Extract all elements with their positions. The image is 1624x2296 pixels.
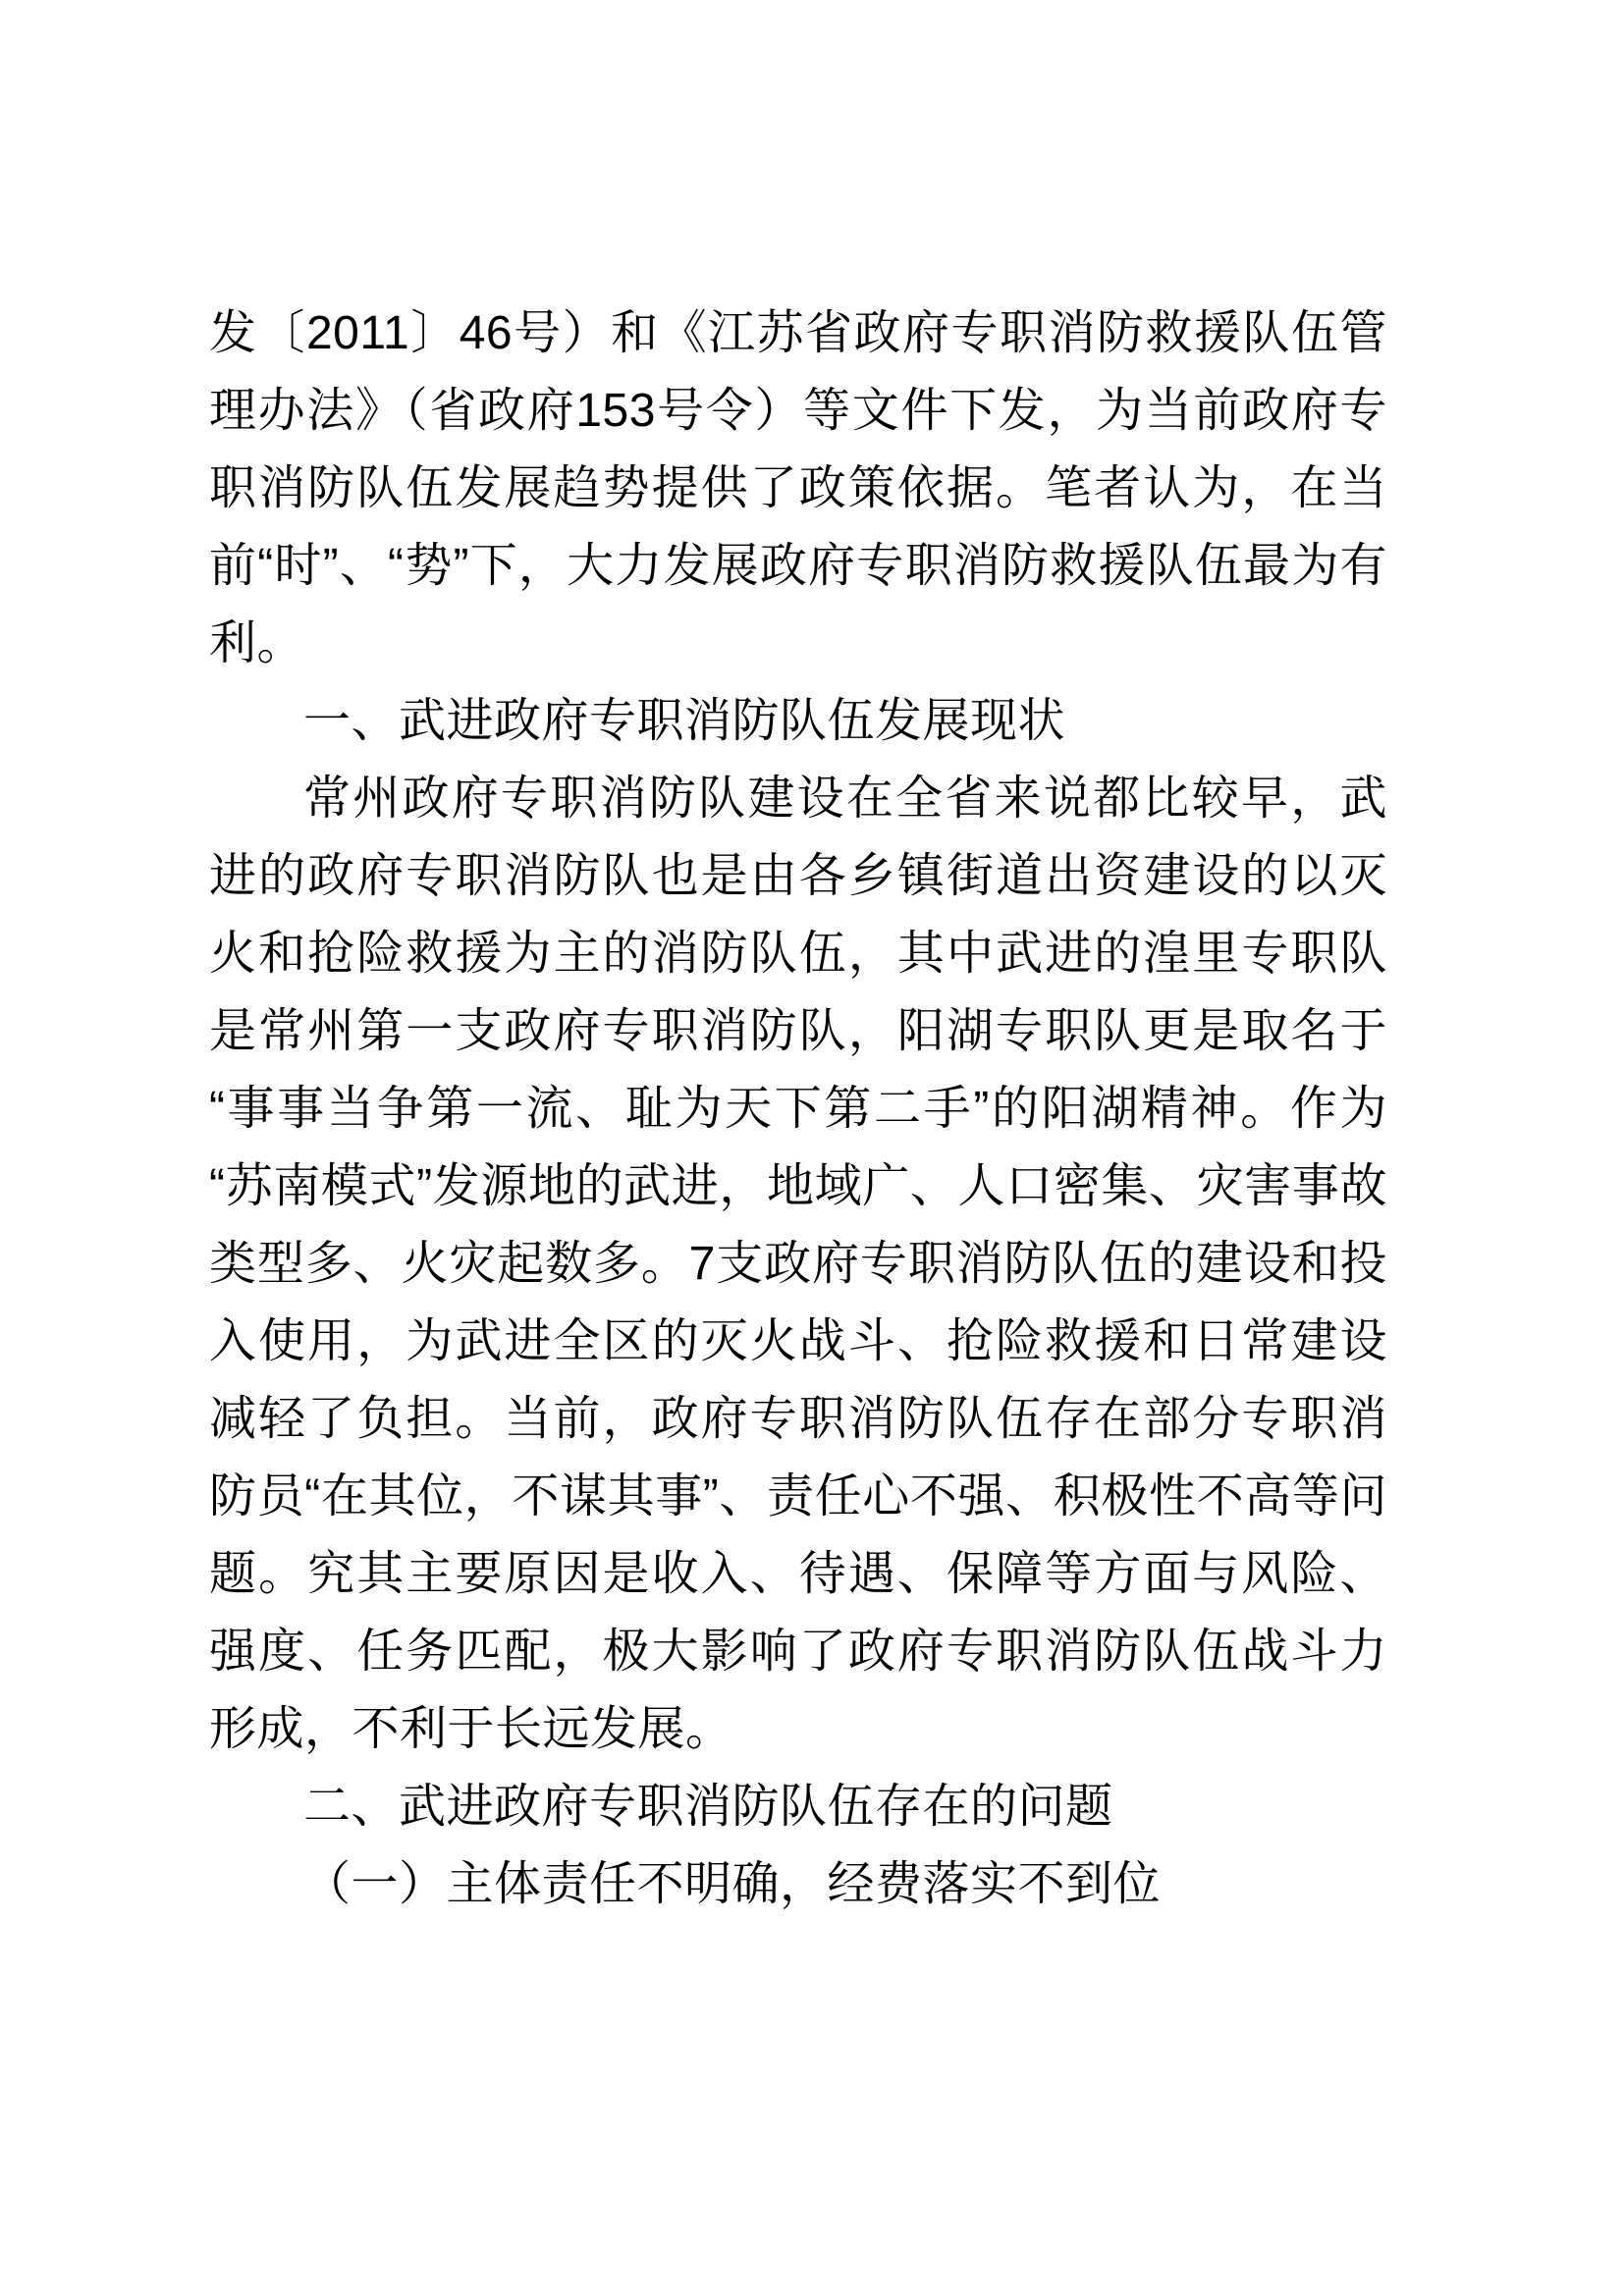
- heading-section-two: 二、武进政府专职消防队伍存在的问题: [303, 1781, 1113, 1833]
- document-text-body: [209, 294, 1387, 1923]
- paragraph-continuation: 发〔2011〕46号）和《江苏省政府专职消防救援队伍管理办法》（省政府153号令）等文件下发，为当前政府专职消防队伍发展趋势提供了政策依据。笔者认为，在当前“时”、“势”下，大力发展政府专职消防救援队伍最为有利。: [209, 307, 1387, 669]
- heading-section-one: 一、武进政府专职消防队伍发展现状: [303, 695, 1066, 747]
- paragraph-current-status: 常州政府专职消防队建设在全省来说都比较早，武进的政府专职消防队也是由各乡镇街道出资建设的以灭火和抢险救援为主的消防队伍，其中武进的湟里专职队是常州第一支政府专职消防队，阳湖专职队更是取名于“事事当争第一流、耻为天下第二手”的阳湖精神。作为“苏南模式”发源地的武进，地域广、人口密集、灾害事故类型多、火灾起数多。7支政府专职消防队伍的建设和投入使用，为武进全区的灭火战斗、抢险救援和日常建设减轻了负担。当前，政府专职消防队伍存在部分专职消防员“在其位，不谋其事”、责任心不强、积极性不高等问题。究其主要原因是收入、待遇、保障等方面与风险、强度、任务匹配，极大影响了政府专职消防队伍战斗力形成，不利于长远发展。: [209, 773, 1387, 1755]
- heading-subsection-one: （一）主体责任不明确，经费落实不到位: [303, 1858, 1162, 1910]
